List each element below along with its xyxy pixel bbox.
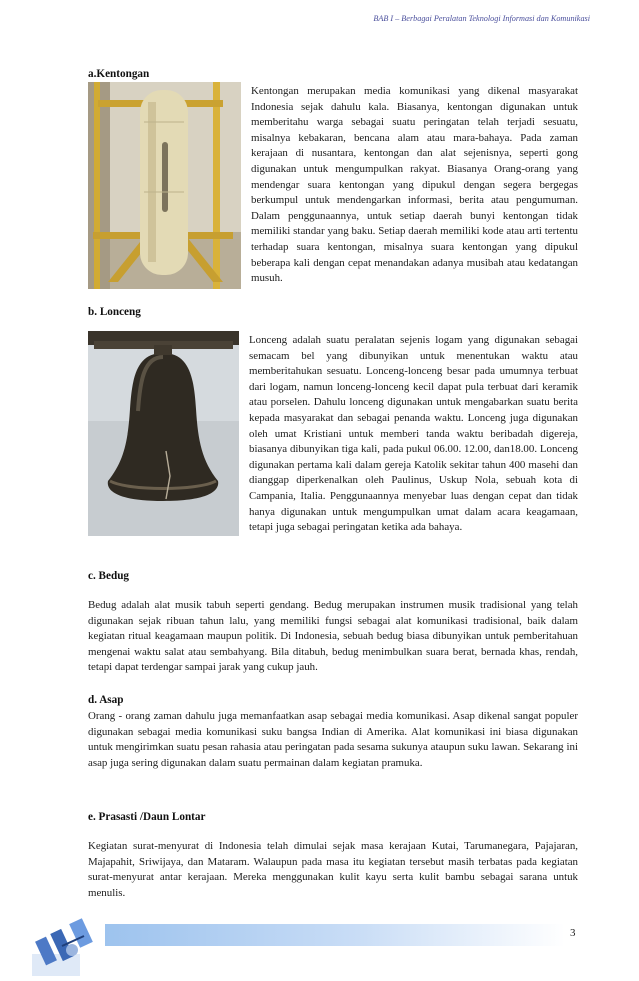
section-title-asap: d. Asap [88,694,124,706]
satellite-logo [32,916,112,976]
footer-bar [105,924,565,946]
lonceng-photo [88,331,239,536]
page-number: 3 [570,927,576,939]
section-body-asap: Orang - orang zaman dahulu juga memanfaatkan asap sebagai media komunikasi. Asap dikenal sangat populer digunakan sebagai media komunikasi suku bangsa Indian di Amerika. Alat komunikasi ini biasa digunakan untuk mengirimkan suatu pesan rahasia atau peringatan pada sesama sukunya ataupun suku lawan. Sekarang ini asap juga sering digunakan dalam suatu permainan dalam kegiatan pramuka. [88,710,578,769]
section-body-lonceng: Lonceng adalah suatu peralatan sejenis logam yang digunakan sebagai semacam bel yang dibunyikan untuk menentukan waktu atau memberitahukan sesuatu. Lonceng-lonceng besar pada umumnya terbuat dari logam, namun lonceng-lonceng kecil dapat pula terbuat dari keramik atau porselen. Dahulu lonceng digunakan untuk mengabarkan suatu berita kepada masyarakat dan sebagai penanda waktu. Lonceng juga digunakan oleh umat Kristiani untuk memberi tanda waktu beribadah digereja, biasanya dibunyikan tiga kali, pada pukul 06.00. 12.00, dan18.00. Lonceng digunakan pertama kali dalam gereja Katolik sekitar tahun 400 masehi dan dianggap diperkenalkan oleh Paulinus, Uskup Nola, sebuah kota di Campania, Italia. Penggunaannya menyebar luas dengan cepat dan tidak hanya digunakan untuk mengumpulkan umat dalam acara keagamaan, tetapi juga sebagai peringatan ketika ada bahaya. [249,334,578,534]
section-title-bedug: c. Bedug [88,570,130,582]
page-header: BAB I – Berbagai Peralatan Teknologi Informasi dan Komunikasi [373,14,590,23]
kentongan-photo [88,82,241,289]
section-title-kentongan: a.Kentongan [88,68,150,80]
section-body-kentongan: Kentongan merupakan media komunikasi yang dikenal masyarakat Indonesia sejak dahulu kala. Biasanya, kentongan digunakan untuk memberitahu warga sebagai suatu peringatan telah terjadi sesuatu, misalnya kebakaran, bencana alam atau mara-bahaya. Pada zaman kerajaan di nusantara, kentongan dan alat sejenisnya, seperti gong digunakan untuk mengumpulkan rakyat. Biasanya Orang-orang yang mendengar suara kentongan yang dipukul dengan segera bergegas berkumpul untuk mendengarkan informasi, berita atau pengumuman. Dalam penggunaannya, untuk setiap daerah bunyi kentongan tidak memiliki standar yang baku. Setiap daerah memiliki kode atau arti tertentu terhadap suara kentongan, misalnya suara kentongan yang dipukul beberapa kali dengan cepat menandakan adanya musibah atau kedatangan musuh. [251,85,578,285]
section-title-prasasti: e. Prasasti /Daun Lontar [88,811,206,823]
section-body-prasasti: Kegiatan surat-menyurat di Indonesia telah dimulai sejak masa kerajaan Kutai, Tarumanegara, Pajajaran, Majapahit, Sriwijaya, dan Mataram. Walaupun pada masa itu kegiatan tersebut masih terbatas pada kegiatan surat-menyurat antar kerajaan. Mereka menggunakan kulit kayu serta kulit bambu sebagai sarana untuk menulis. [88,840,578,899]
section-title-lonceng: b. Lonceng [88,306,141,318]
section-body-bedug: Bedug adalah alat musik tabuh seperti gendang. Bedug merupakan instrumen musik tradisional yang telah digunakan sejak ribuan tahun lalu, yang memiliki fungsi sebagai alat komunikasi tradisional, baik dalam kegiatan ritual keagamaan maupun politik. Di Indonesia, sebuah bedug biasa dibunyikan untuk pemberitahuan mengenai waktu salat atau sembahyang. Bila ditabuh, bedug menimbulkan suara berat, bernada khas, rendah, tetapi dapat terdengar sampai jarak yang cukup jauh. [88,599,578,674]
